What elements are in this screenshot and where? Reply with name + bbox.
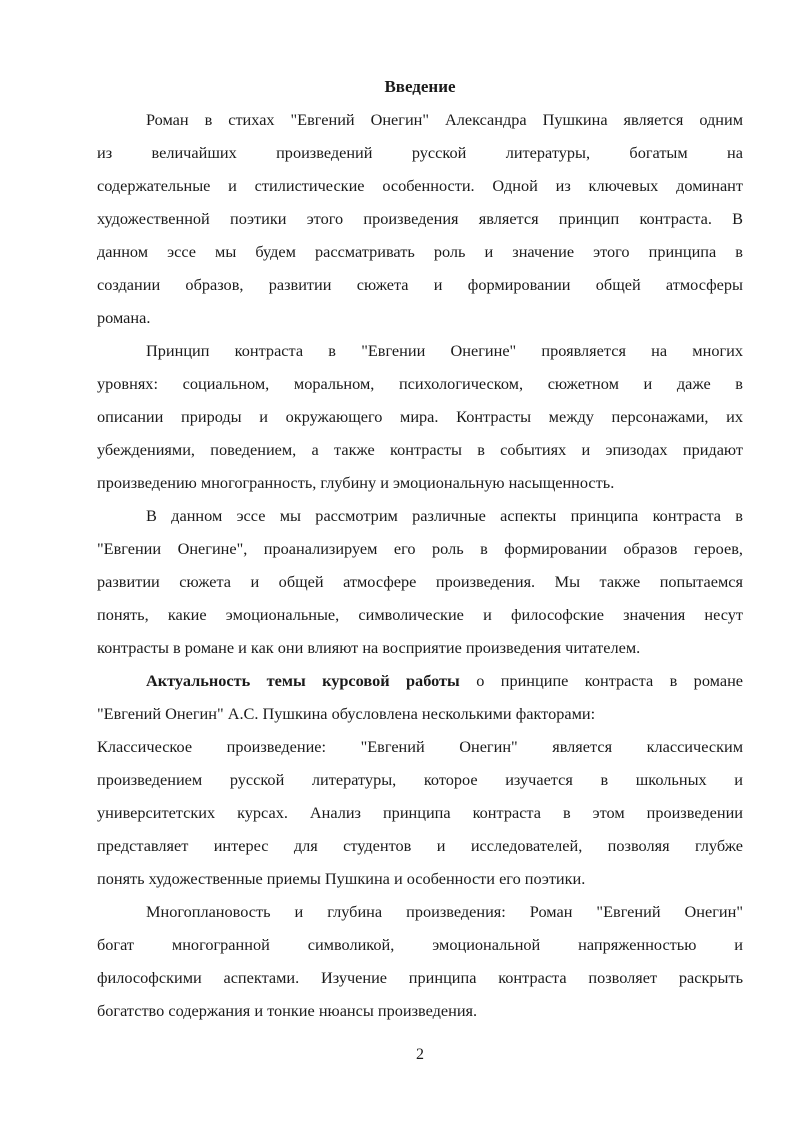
text-line: Классическое произведение: "Евгений Онегин" является классическим <box>97 737 743 756</box>
text-line: убеждениями, поведением, а также контрасты в событиях и эпизодах придают <box>97 440 743 459</box>
lead-rest-text: о принципе контраста в романе <box>476 671 744 690</box>
bold-lead-text: Актуальность темы курсовой работы <box>146 671 460 690</box>
text-line: философскими аспектами. Изучение принципа контраста позволяет раскрыть <box>97 968 743 987</box>
page-title: Введение <box>384 77 456 96</box>
paragraph-5 <box>97 730 743 895</box>
text-line <box>97 664 743 697</box>
text-line: художественной поэтики этого произведения является принцип контраста. В <box>97 209 743 228</box>
text-line: романа. <box>97 308 151 327</box>
paragraph-6 <box>97 895 743 1027</box>
text-line: произведением русской литературы, которое изучается в школьных и <box>97 770 743 789</box>
paragraph-2 <box>97 334 743 499</box>
paragraph-1 <box>97 103 743 334</box>
text-line: Принцип контраста в "Евгении Онегине" проявляется на многих <box>146 341 743 360</box>
text-line: понять, какие эмоциональные, символические и философские значения несут <box>97 605 743 624</box>
text-line: создании образов, развитии сюжета и формировании общей атмосферы <box>97 275 743 294</box>
text-line: Роман в стихах "Евгений Онегин" Александра Пушкина является одним <box>146 110 743 129</box>
text-line: содержательные и стилистические особенности. Одной из ключевых доминант <box>97 176 743 195</box>
text-line: данном эссе мы будем рассматривать роль и значение этого принципа в <box>97 242 743 261</box>
text-line: В данном эссе мы рассмотрим различные аспекты принципа контраста в <box>146 506 743 525</box>
text-line: понять художественные приемы Пушкина и особенности его поэтики. <box>97 869 586 888</box>
text-line: "Евгении Онегине", проанализируем его роль в формировании образов героев, <box>97 539 743 558</box>
text-line: уровнях: социальном, моральном, психологическом, сюжетном и даже в <box>97 374 743 393</box>
text-line: университетских курсах. Анализ принципа контраста в этом произведении <box>97 803 743 822</box>
paragraph-3 <box>97 499 743 664</box>
text-line: произведению многогранность, глубину и эмоциональную насыщенность. <box>97 473 615 492</box>
text-line: из величайших произведений русской литературы, богатым на <box>97 143 743 162</box>
page-number: 2 <box>416 1046 424 1063</box>
text-line: богат многогранной символикой, эмоциональной напряженностью и <box>97 935 743 954</box>
text-line: описании природы и окружающего мира. Контрасты между персонажами, их <box>97 407 743 426</box>
text-line: Многоплановость и глубина произведения: Роман "Евгений Онегин" <box>146 902 743 921</box>
text-line: "Евгений Онегин" А.С. Пушкина обусловлена несколькими факторами: <box>97 704 596 723</box>
text-line: представляет интерес для студентов и исследователей, позволяя глубже <box>97 836 743 855</box>
text-line: развитии сюжета и общей атмосфере произведения. Мы также попытаемся <box>97 572 743 591</box>
document-content <box>97 70 743 1027</box>
paragraph-4 <box>97 664 743 730</box>
text-line: контрасты в романе и как они влияют на восприятие произведения читателем. <box>97 638 641 657</box>
text-line: богатство содержания и тонкие нюансы произведения. <box>97 1001 478 1020</box>
